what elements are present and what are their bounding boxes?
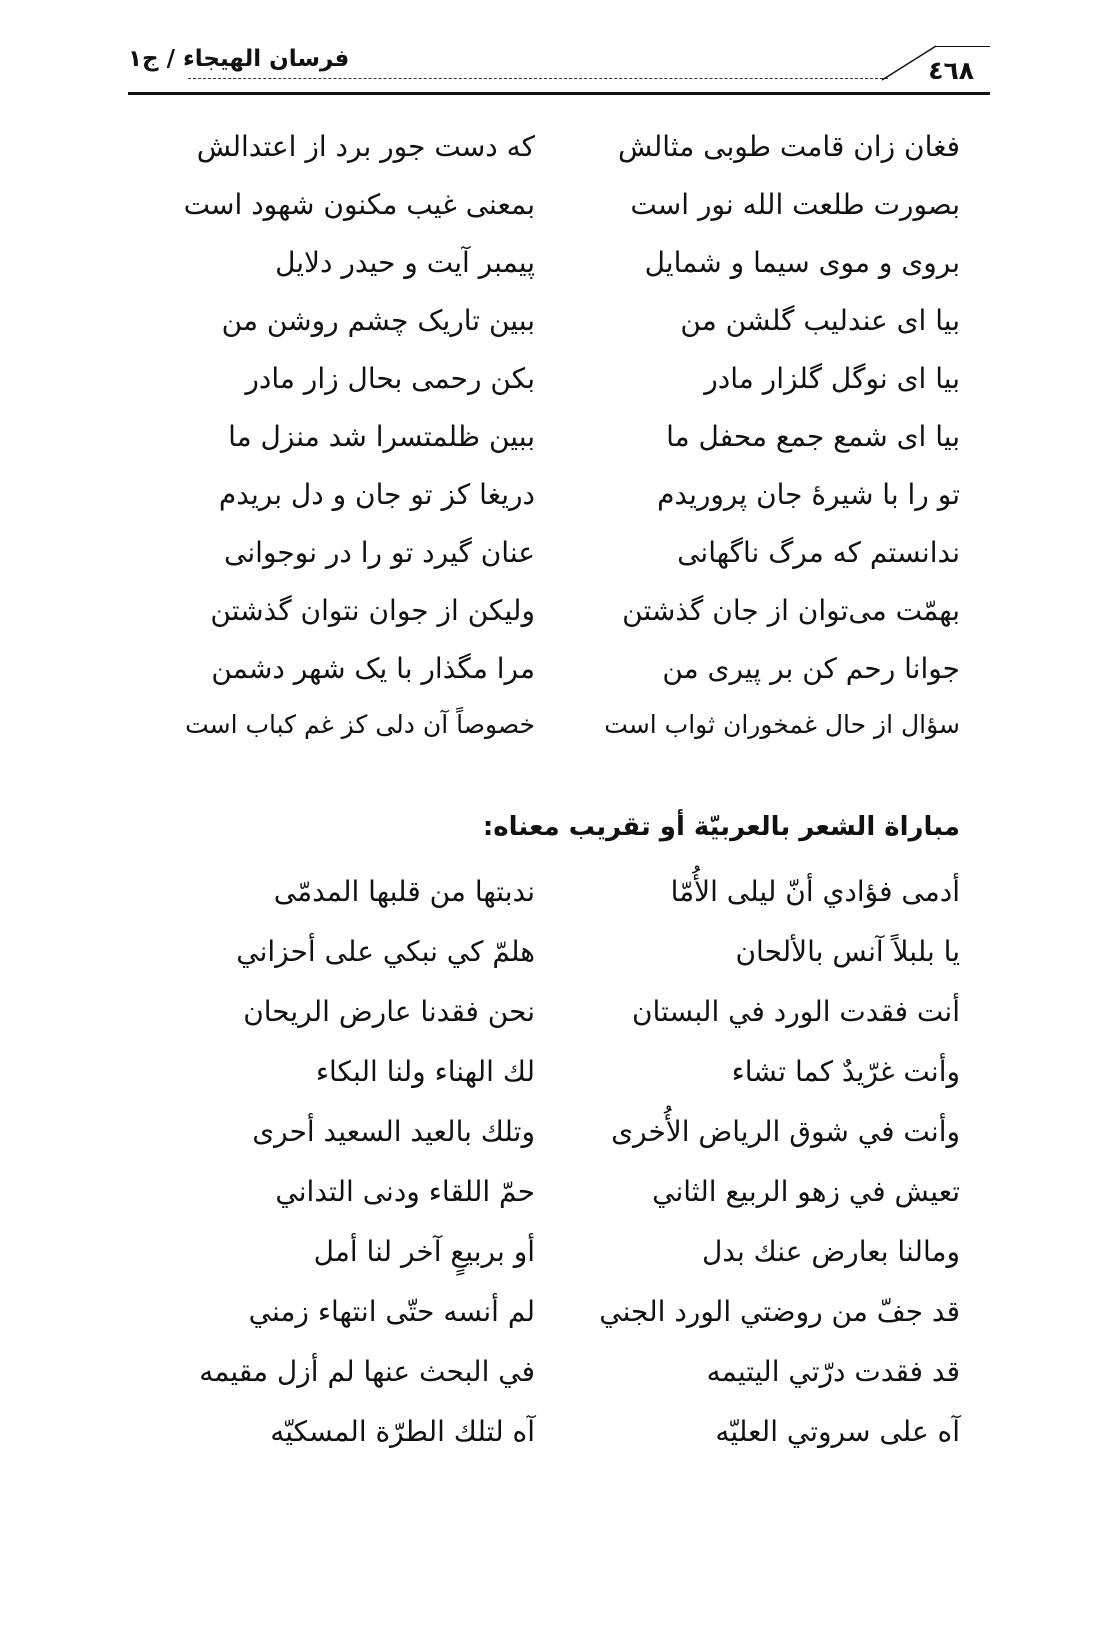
section-title: مباراة الشعر بالعربيّة أو تقريب معناه: <box>482 812 960 842</box>
verse <box>150 246 960 306</box>
hemistich-first: ومالنا بعارض عنك بدل <box>701 1235 960 1268</box>
hemistich-second: ندبتها من قلبها المدمّى <box>273 875 535 908</box>
verse <box>150 995 960 1055</box>
hemistich-first: وأنت غرّيدٌ كما تشاء <box>731 1055 960 1088</box>
verse <box>150 188 960 248</box>
verse <box>150 710 960 770</box>
header-top-rule <box>936 46 990 47</box>
hemistich-first: بصورت طلعت الله نور است <box>630 188 960 221</box>
verse <box>150 362 960 422</box>
hemistich-first: أدمى فؤادي أنّ ليلى الأُمّا <box>670 875 960 908</box>
hemistich-second: که دست جور برد از اعتدالش <box>196 130 535 163</box>
hemistich-second: عنان گیرد تو را در نوجوانی <box>224 536 535 569</box>
hemistich-second: في البحث عنها لم أزل مقيمه <box>199 1355 535 1388</box>
page-header <box>128 40 990 96</box>
hemistich-second: دریغا کز تو جان و دل بریدم <box>218 478 535 511</box>
verse <box>150 594 960 654</box>
hemistich-first: سؤال از حال غمخوران ثواب است <box>604 710 960 739</box>
verse <box>150 652 960 712</box>
hemistich-second: لك الهناء ولنا البكاء <box>315 1055 535 1088</box>
verse <box>150 935 960 995</box>
hemistich-second: مرا مگذار با یک شهر دشمن <box>211 652 535 685</box>
hemistich-first: فغان زان قامت طوبی مثالش <box>618 130 960 163</box>
verse <box>150 1415 960 1475</box>
hemistich-first: بهمّت می‌توان از جان گذشتن <box>622 594 960 627</box>
verse <box>150 478 960 538</box>
page-number: ٤٦٨ <box>928 56 974 85</box>
header-rule <box>128 92 990 95</box>
hemistich-second: ببین ظلمتسرا شد منزل ما <box>228 420 535 453</box>
verse <box>150 1235 960 1295</box>
verse <box>150 304 960 364</box>
hemistich-second: بمعنی غیب مکنون شهود است <box>183 188 535 221</box>
hemistich-second: ولیکن از جوان نتوان گذشتن <box>210 594 535 627</box>
hemistich-first: قد جفّ من روضتي الورد الجني <box>599 1295 960 1328</box>
header-dashed-rule <box>188 78 888 79</box>
verse <box>150 1175 960 1235</box>
verse <box>150 536 960 596</box>
hemistich-first: بروی و موی سیما و شمایل <box>644 246 960 279</box>
hemistich-second: خصوصاً آن دلی کز غم کباب است <box>185 710 535 739</box>
hemistich-first: بیا ای عندلیب گلشن من <box>680 304 960 337</box>
verse <box>150 1115 960 1175</box>
hemistich-second: آه لتلك الطرّة المسكيّه <box>270 1415 535 1448</box>
verse <box>150 1055 960 1115</box>
hemistich-second: پیمبر آیت و حیدر دلایل <box>275 246 535 279</box>
hemistich-second: بکن رحمی بحال زار مادر <box>245 362 535 395</box>
hemistich-first: تعيش في زهو الربيع الثاني <box>652 1175 960 1208</box>
hemistich-second: وتلك بالعيد السعيد أحرى <box>252 1115 535 1148</box>
hemistich-first: قد فقدت درّتي اليتيمه <box>706 1355 960 1388</box>
hemistich-first: بیا ای نوگل گلزار مادر <box>704 362 960 395</box>
hemistich-second: أو بربيعٍ آخر لنا أمل <box>313 1235 535 1268</box>
hemistich-first: آه على سروتي العليّه <box>715 1415 960 1448</box>
running-title: فرسان الهيجاء / ج١ <box>128 46 350 72</box>
hemistich-first: ندانستم که مرگ ناگهانی <box>677 536 960 569</box>
verse <box>150 420 960 480</box>
hemistich-second: ببین تاریک چشم روشن من <box>221 304 535 337</box>
hemistich-second: لم أنسه حتّى انتهاء زمني <box>248 1295 535 1328</box>
hemistich-first: أنت فقدت الورد في البستان <box>631 995 960 1028</box>
hemistich-second: هلمّ كي نبكي على أحزاني <box>236 935 535 968</box>
verse <box>150 875 960 935</box>
hemistich-second: حمّ اللقاء ودنى التداني <box>275 1175 535 1208</box>
hemistich-first: بیا ای شمع جمع محفل ما <box>666 420 960 453</box>
verse <box>150 1295 960 1355</box>
hemistich-first: جوانا رحم کن بر پیری من <box>662 652 960 685</box>
hemistich-first: وأنت في شوق الرياض الأُخرى <box>611 1115 960 1148</box>
hemistich-second: نحن فقدنا عارض الريحان <box>243 995 535 1028</box>
hemistich-first: يا بلبلاً آنس بالألحان <box>735 935 960 968</box>
hemistich-first: تو را با شیرهٔ جان پروریدم <box>657 478 960 511</box>
verse <box>150 1355 960 1415</box>
verse <box>150 130 960 190</box>
